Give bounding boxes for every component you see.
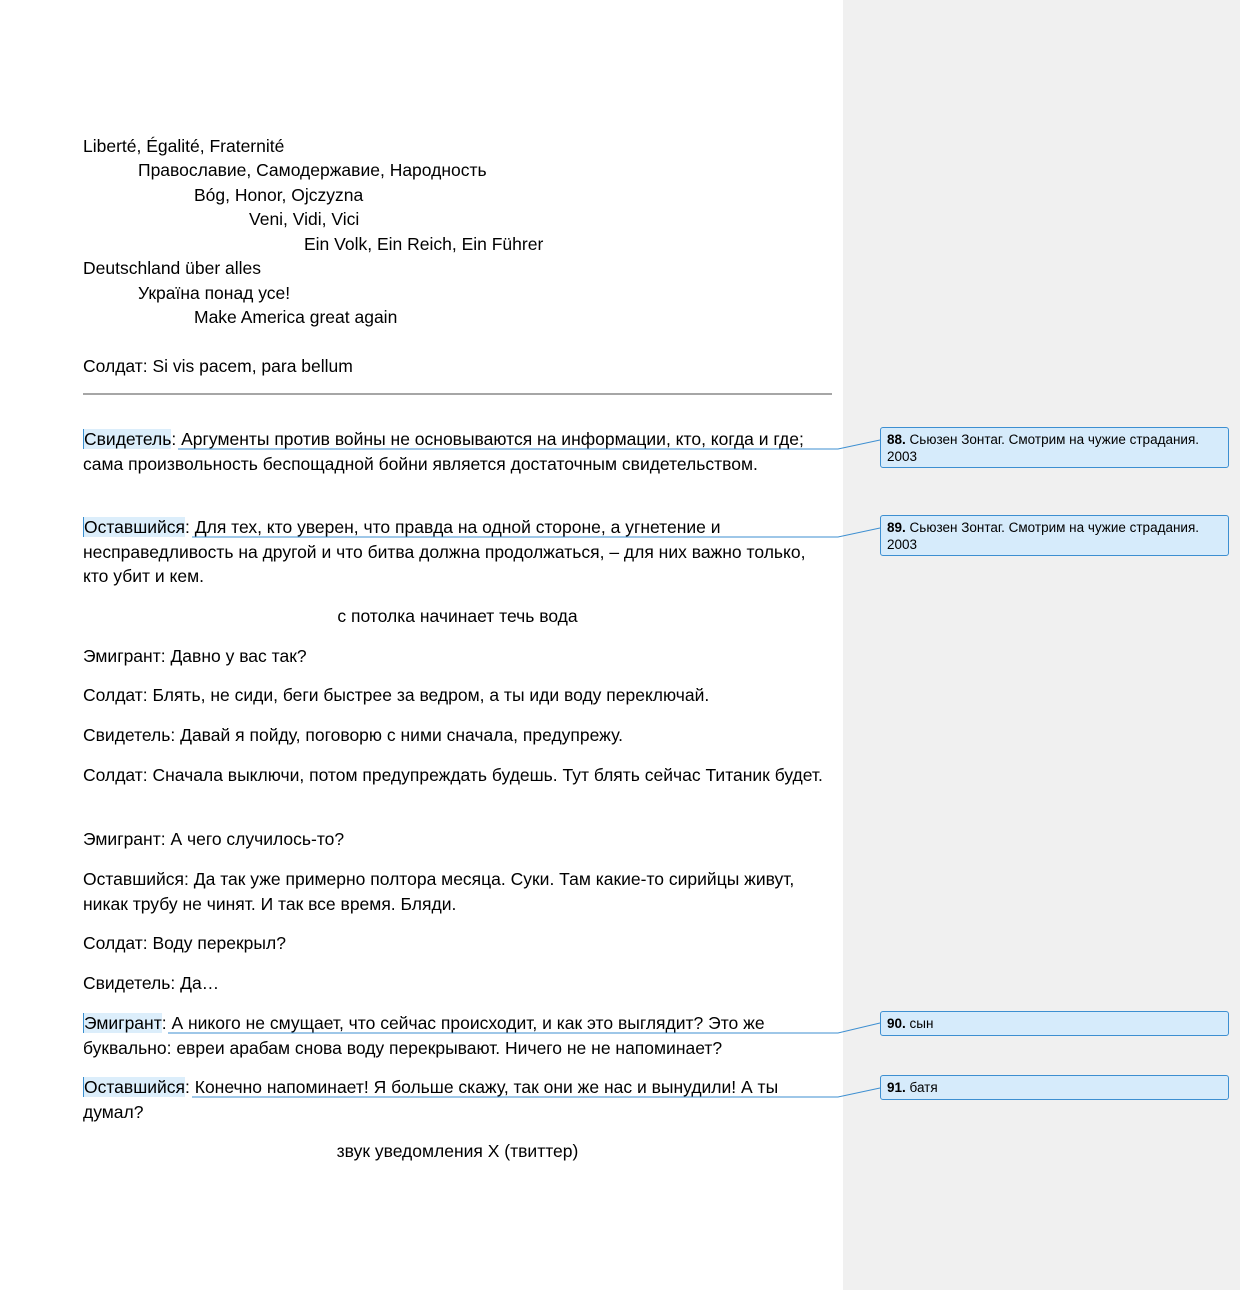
motto-line: Veni, Vidi, Vici xyxy=(249,209,360,229)
comment-number: 90. xyxy=(887,1016,906,1031)
dialogue-line: Эмигрант: А чего случилось-то? xyxy=(83,829,345,849)
dialogue-line: Эмигрант: Давно у вас так? xyxy=(83,646,307,666)
soldier-motto-line: Солдат: Si vis pacem, para bellum xyxy=(83,356,353,376)
dialogue-line: Оставшийся: Да так уже примерно полтора месяца. Суки. Там какие-то сирийцы живут, никак трубу не чинят. И так все время. Бляди. xyxy=(83,869,795,914)
motto-line: Deutschland über alles xyxy=(83,258,262,278)
motto-line: Україна понад усе! xyxy=(138,283,291,303)
paragraph-text: : Для тех, кто уверен, что правда на одной стороне, а угнетение и несправедливость на другой и что битва должна продолжаться, – для них важно только, кто убит и кем. xyxy=(83,517,806,586)
horizontal-divider xyxy=(83,393,832,395)
dialogue-line: Свидетель: Давай я пойду, поговорю с ними сначала, предупрежу. xyxy=(83,725,623,745)
dialogue-paragraph xyxy=(83,1011,835,1060)
paragraph-text: : Конечно напоминает! Я больше скажу, так они же нас и вынудили! А ты думал? xyxy=(83,1077,779,1122)
motto-line: Make America great again xyxy=(194,307,398,327)
paragraph-text: : Аргументы против войны не основываются на информации, кто, когда и где; сама произвольность беспощадной бойни является достаточным свидетельством. xyxy=(83,429,804,474)
comment-anchor-88[interactable]: Свидетель xyxy=(84,429,172,449)
dialogue-line: Свидетель: Да… xyxy=(83,973,220,993)
comment-text: Сьюзен Зонтаг. Смотрим на чужие страдания. 2003 xyxy=(887,432,1200,464)
comment-text: Сьюзен Зонтаг. Смотрим на чужие страдания. 2003 xyxy=(887,520,1200,552)
dialogue-line: Солдат: Воду перекрыл? xyxy=(83,933,286,953)
dialogue-line: Солдат: Сначала выключи, потом предупреждать будешь. Тут блять сейчас Титаник будет. xyxy=(83,765,823,785)
stage-direction: звук уведомления X (твиттер) xyxy=(336,1141,579,1161)
motto-line: Liberté, Égalité, Fraternité xyxy=(83,136,285,156)
dialogue-line: Солдат: Блять, не сиди, беги быстрее за ведром, а ты иди воду переключай. xyxy=(83,685,710,705)
comment-anchor-89[interactable]: Оставшийся xyxy=(84,517,186,537)
dialogue-paragraph xyxy=(83,1075,835,1124)
comment-anchor-90[interactable]: Эмигрант xyxy=(84,1013,162,1033)
paragraph-text: : А никого не смущает, что сейчас происходит, и как это выглядит? Это же буквально: евреи арабам снова воду перекрывают. Ничего не не напоминает? xyxy=(83,1013,765,1058)
stage-direction: с потолка начинает течь вода xyxy=(337,606,578,626)
comment-text: батя xyxy=(909,1080,938,1095)
motto-line: Ein Volk, Ein Reich, Ein Führer xyxy=(304,234,544,254)
motto-line: Православие, Самодержавие, Народность xyxy=(138,160,487,180)
comment-text: сын xyxy=(909,1016,934,1031)
comment-balloon[interactable] xyxy=(880,427,1229,468)
dialogue-paragraph xyxy=(83,427,835,476)
comment-number: 89. xyxy=(887,520,906,535)
dialogue-paragraph xyxy=(83,515,835,589)
comment-number: 91. xyxy=(887,1080,906,1095)
comment-anchor-91[interactable]: Оставшийся xyxy=(84,1077,186,1097)
comment-number: 88. xyxy=(887,432,906,447)
comment-balloon[interactable] xyxy=(880,1075,1229,1100)
comment-balloon[interactable] xyxy=(880,1011,1229,1036)
motto-line: Bóg, Honor, Ojczyzna xyxy=(194,185,364,205)
comment-balloon[interactable] xyxy=(880,515,1229,556)
